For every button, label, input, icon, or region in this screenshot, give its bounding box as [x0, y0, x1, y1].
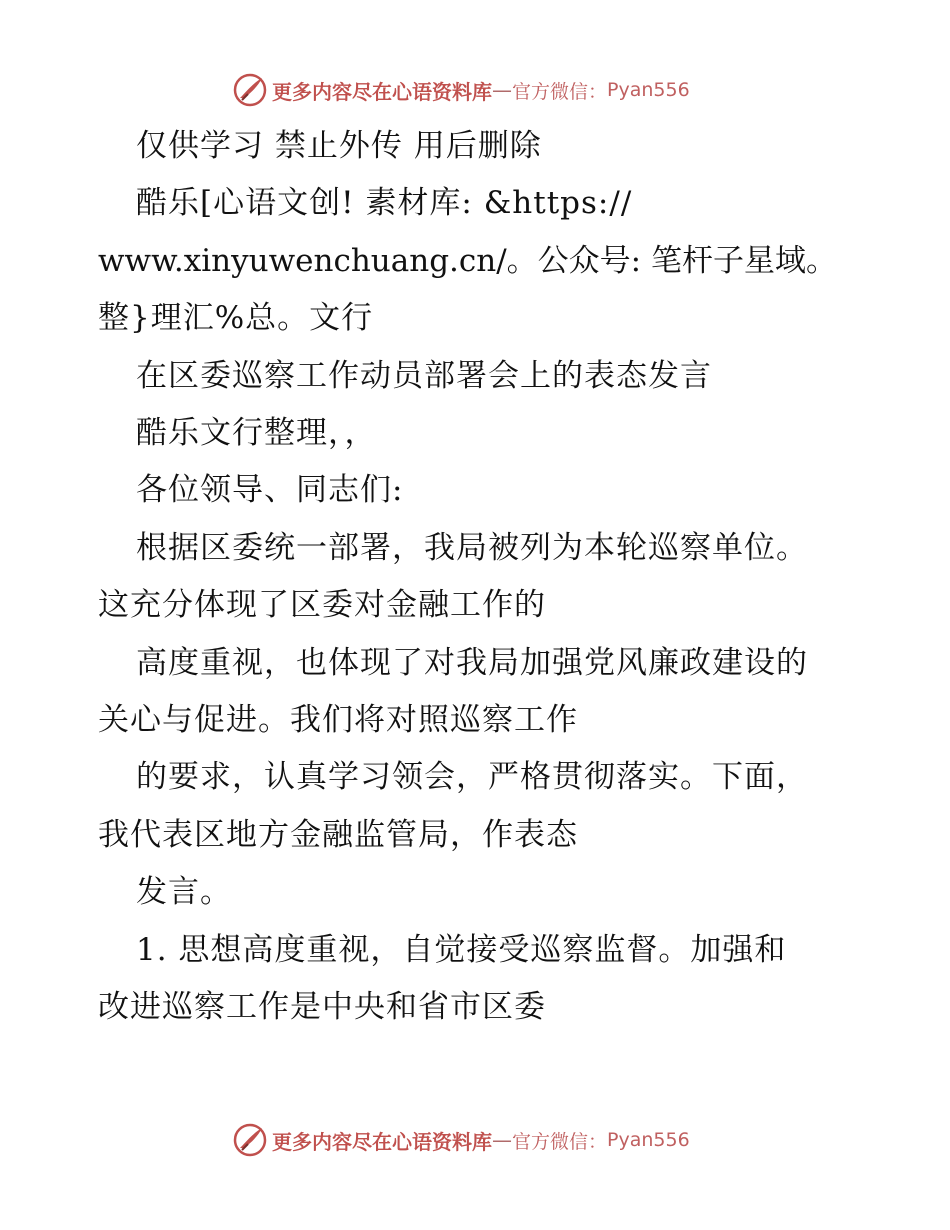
banner-separator: — [492, 1128, 512, 1152]
doc-line: 的要求，认真学习领会，严格贯彻落实。下面， [136, 759, 808, 796]
banner-wechat-id: Pyan556 [607, 79, 690, 101]
header-banner [232, 70, 690, 110]
doc-line: 关心与促进。我们将对照巡察工作 [98, 702, 578, 739]
quill-logo-icon [232, 1122, 268, 1158]
doc-line: 高度重视，也体现了对我局加强党风廉政建设的 [136, 644, 808, 681]
banner-wechat-id: Pyan556 [607, 1129, 690, 1151]
doc-line: 改进巡察工作是中央和省市区委 [98, 989, 546, 1026]
banner-separator: — [492, 78, 512, 102]
doc-line: www.xinyuwenchuang.cn/。公众号: 笔杆子星域。 [98, 242, 837, 279]
doc-line: 我代表区地方金融监管局，作表态 [98, 816, 578, 853]
doc-line: 根据区委统一部署，我局被列为本轮巡察单位。 [136, 529, 808, 566]
banner-wechat-label: 官方微信： [512, 80, 608, 103]
doc-line: 整}理汇%总。文行 [98, 300, 374, 337]
doc-line: 这充分体现了区委对金融工作的 [98, 587, 546, 624]
banner-wechat-label: 官方微信： [512, 1130, 608, 1153]
doc-line: 1. 思想高度重视，自觉接受巡察监督。加强和 [136, 931, 787, 968]
document-body [98, 118, 858, 1037]
footer-banner [232, 1120, 690, 1160]
doc-line: 在区委巡察工作动员部署会上的表态发言 [136, 357, 712, 394]
doc-line: 酷乐[心语文创! 素材库: &https:// [136, 185, 633, 222]
banner-main-text: 更多内容尽在心语资料库 [272, 1129, 492, 1154]
doc-line: 酷乐文行整理，， [136, 415, 377, 452]
banner-main-text: 更多内容尽在心语资料库 [272, 79, 492, 104]
doc-line: 仅供学习 禁止外传 用后删除 [136, 128, 542, 164]
doc-line: 各位领导、同志们: [136, 472, 404, 509]
doc-line: 发言。 [136, 874, 232, 911]
quill-logo-icon [232, 72, 268, 108]
